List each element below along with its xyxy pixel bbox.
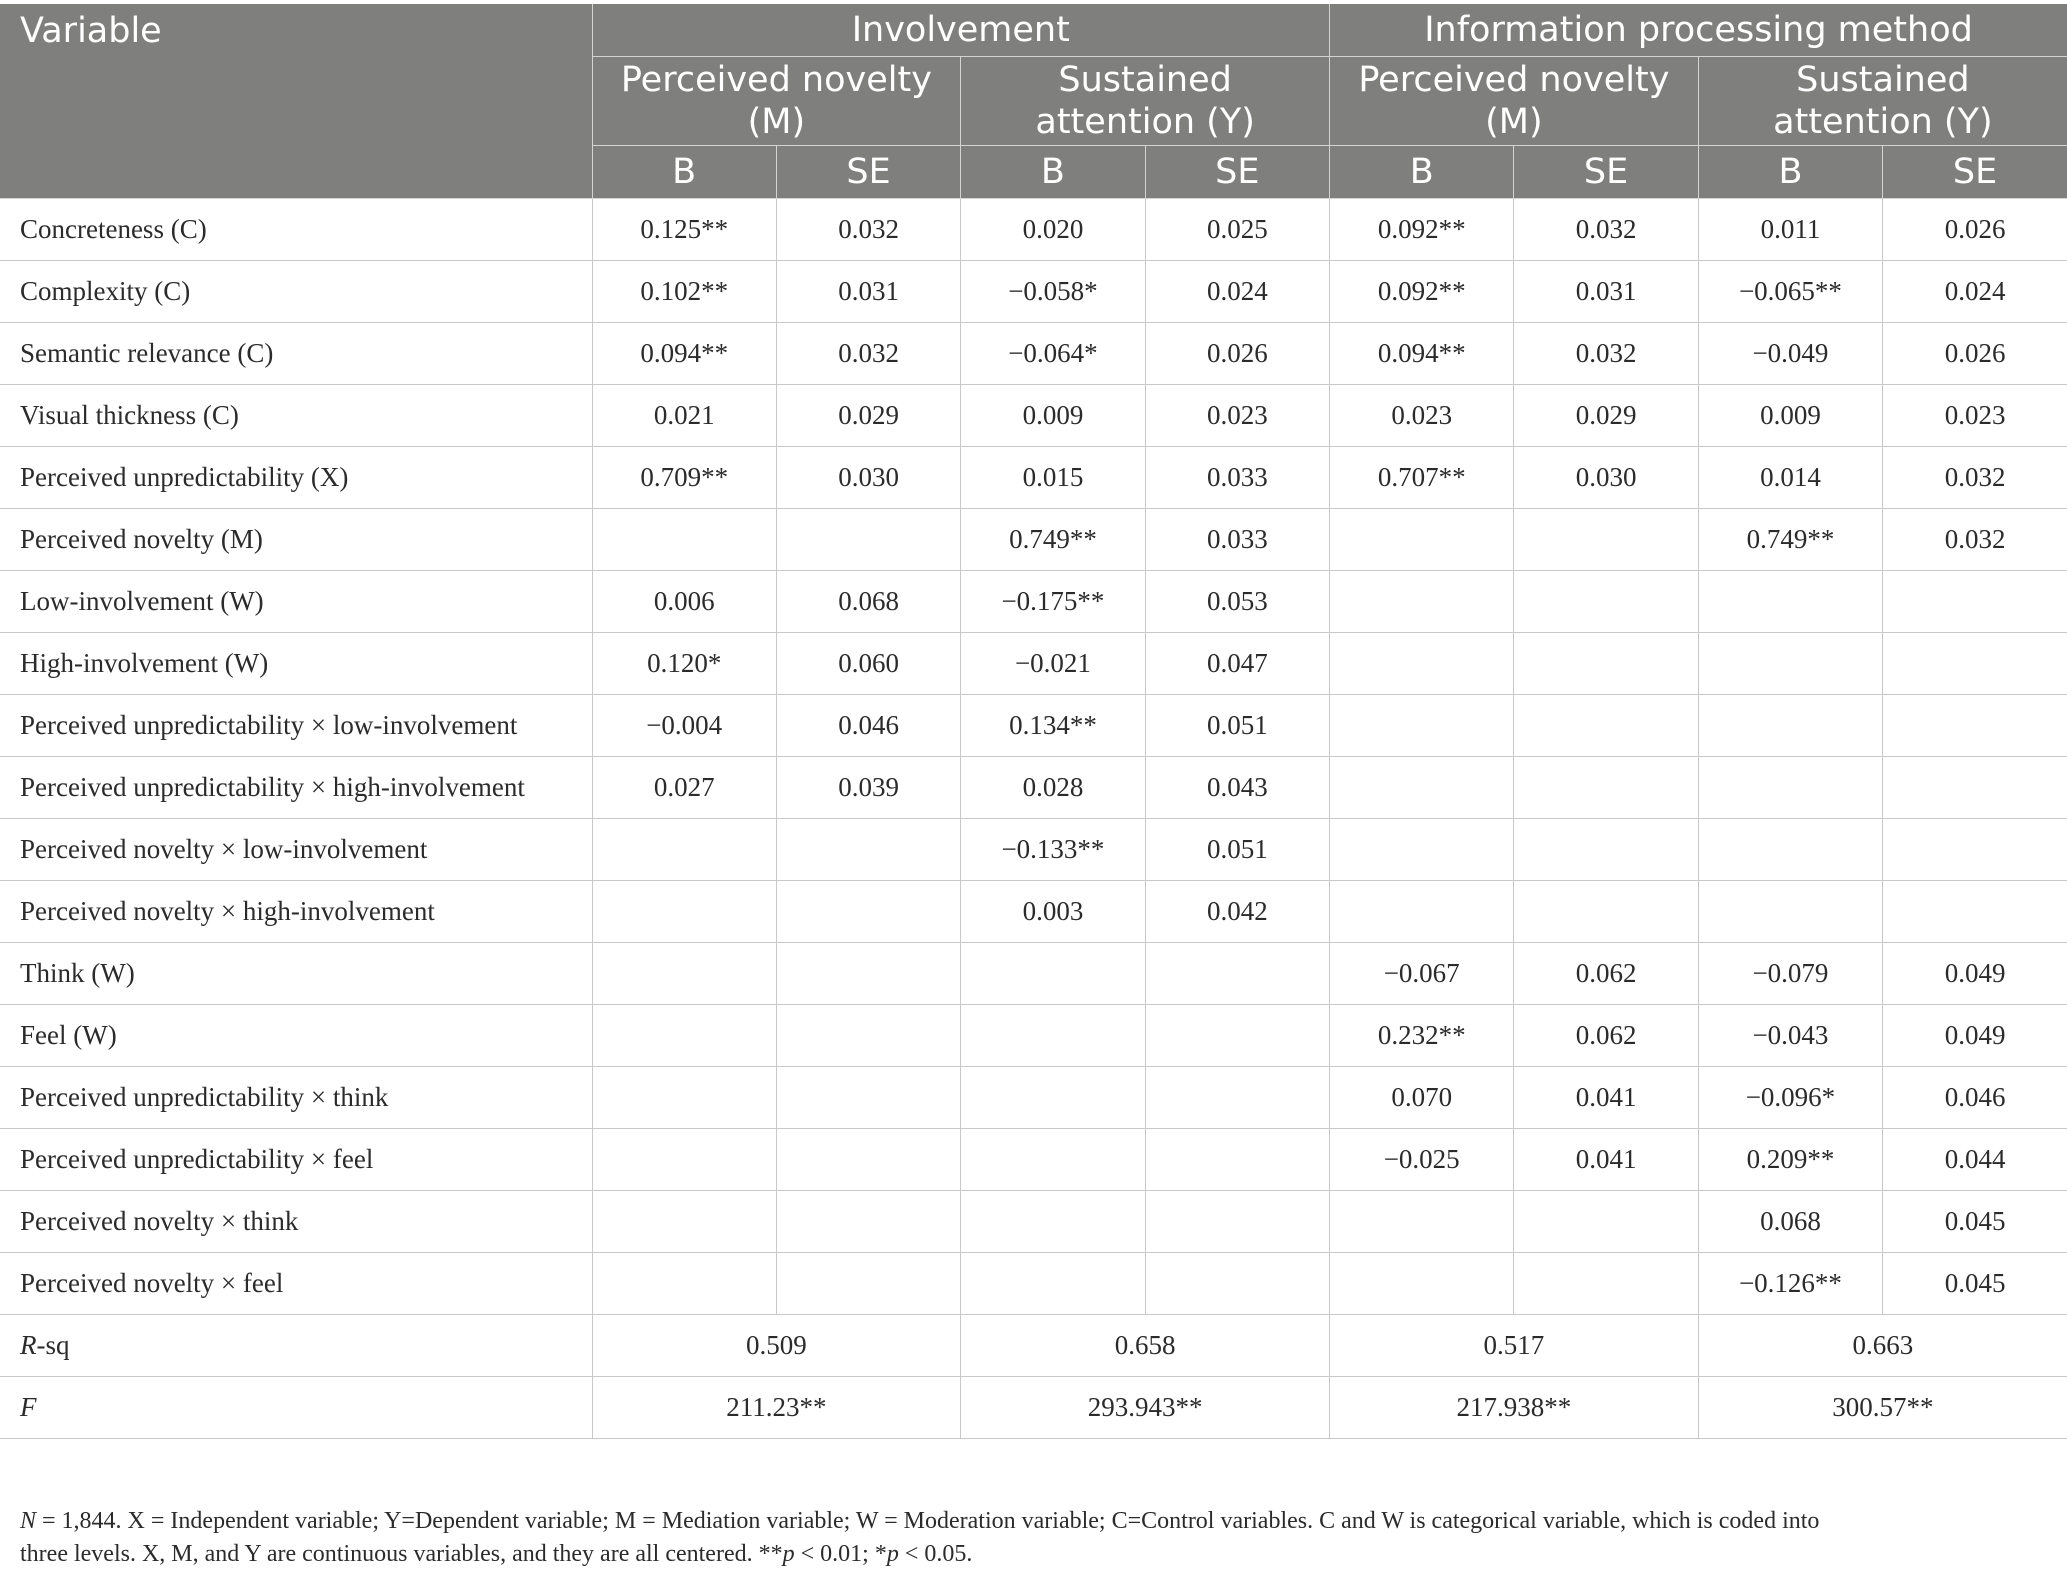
model-fit-value: 0.517 xyxy=(1330,1315,1699,1377)
table-cell: 0.094** xyxy=(592,323,776,385)
table-cell: −0.004 xyxy=(592,695,776,757)
table-body xyxy=(0,199,2067,1439)
table-row xyxy=(0,1005,2067,1067)
table-cell xyxy=(1330,1253,1514,1315)
table-cell: −0.025 xyxy=(1330,1129,1514,1191)
table-cell: 0.092** xyxy=(1330,261,1514,323)
table-cell: 0.026 xyxy=(1883,199,2067,261)
table-cell xyxy=(776,1253,960,1315)
table-cell xyxy=(1514,757,1698,819)
table-cell: 0.033 xyxy=(1145,447,1329,509)
table-cell: 0.029 xyxy=(776,385,960,447)
table-row xyxy=(0,1253,2067,1315)
table-cell xyxy=(592,1129,776,1191)
table-cell: 0.120* xyxy=(592,633,776,695)
table-cell xyxy=(1883,633,2067,695)
table-cell: 0.026 xyxy=(1883,323,2067,385)
table-cell: 0.025 xyxy=(1145,199,1329,261)
table-cell xyxy=(1883,695,2067,757)
table-cell xyxy=(1145,1253,1329,1315)
stat-col-header: B xyxy=(1698,146,1882,199)
table-cell: −0.049 xyxy=(1698,323,1882,385)
table-cell: 0.102** xyxy=(592,261,776,323)
table-cell: −0.126** xyxy=(1698,1253,1882,1315)
table-cell xyxy=(1330,819,1514,881)
table-row xyxy=(0,819,2067,881)
table-cell xyxy=(1514,571,1698,633)
table-cell: 0.042 xyxy=(1145,881,1329,943)
row-label: Perceived novelty × think xyxy=(0,1191,592,1253)
table-cell xyxy=(776,1067,960,1129)
table-cell: 0.068 xyxy=(1698,1191,1882,1253)
table-cell xyxy=(1514,695,1698,757)
stat-col-header: SE xyxy=(776,146,960,199)
table-cell: 0.041 xyxy=(1514,1067,1698,1129)
table-cell: 0.051 xyxy=(1145,695,1329,757)
table-row xyxy=(0,1129,2067,1191)
table-cell: −0.021 xyxy=(961,633,1145,695)
row-label: F xyxy=(0,1377,592,1439)
model-fit-value: 300.57** xyxy=(1698,1377,2067,1439)
table-cell xyxy=(776,509,960,571)
table-cell xyxy=(1145,1067,1329,1129)
table-cell: 0.032 xyxy=(776,323,960,385)
table-cell: 0.062 xyxy=(1514,943,1698,1005)
table-cell xyxy=(1883,757,2067,819)
row-label: Perceived unpredictability × feel xyxy=(0,1129,592,1191)
table-cell: 0.707** xyxy=(1330,447,1514,509)
table-row xyxy=(0,881,2067,943)
table-cell: 0.046 xyxy=(1883,1067,2067,1129)
stat-col-header: SE xyxy=(1514,146,1698,199)
table-cell: 0.060 xyxy=(776,633,960,695)
table-cell xyxy=(1883,881,2067,943)
table-cell: 0.032 xyxy=(1514,323,1698,385)
table-cell xyxy=(776,1191,960,1253)
model-fit-value: 211.23** xyxy=(592,1377,961,1439)
table-cell xyxy=(592,509,776,571)
row-label: Perceived novelty × feel xyxy=(0,1253,592,1315)
table-cell: 0.046 xyxy=(776,695,960,757)
table-row xyxy=(0,757,2067,819)
table-cell xyxy=(1330,633,1514,695)
row-label: Perceived novelty (M) xyxy=(0,509,592,571)
table-cell xyxy=(1330,757,1514,819)
table-cell: −0.096* xyxy=(1698,1067,1882,1129)
table-cell: 0.051 xyxy=(1145,819,1329,881)
stat-col-header: SE xyxy=(1883,146,2067,199)
table-cell: −0.133** xyxy=(961,819,1145,881)
table-cell: 0.031 xyxy=(1514,261,1698,323)
table-row xyxy=(0,509,2067,571)
table-cell: 0.134** xyxy=(961,695,1145,757)
table-cell: 0.092** xyxy=(1330,199,1514,261)
table-cell: 0.070 xyxy=(1330,1067,1514,1129)
group-header-involvement: Involvement xyxy=(592,4,1330,57)
row-label: Perceived unpredictability × low-involvement xyxy=(0,695,592,757)
table-cell xyxy=(592,943,776,1005)
table-cell xyxy=(961,1129,1145,1191)
table-cell: 0.232** xyxy=(1330,1005,1514,1067)
row-label: Perceived unpredictability × high-involvement xyxy=(0,757,592,819)
table-cell: 0.023 xyxy=(1145,385,1329,447)
table-cell: 0.014 xyxy=(1698,447,1882,509)
table-cell: 0.015 xyxy=(961,447,1145,509)
table-cell xyxy=(1698,819,1882,881)
table-cell xyxy=(776,1005,960,1067)
row-label: R-sq xyxy=(0,1315,592,1377)
table-cell xyxy=(1698,695,1882,757)
subgroup-header: Sustained attention (Y) xyxy=(961,57,1330,146)
table-cell xyxy=(1883,571,2067,633)
table-cell: 0.029 xyxy=(1514,385,1698,447)
table-row xyxy=(0,199,2067,261)
row-label: Think (W) xyxy=(0,943,592,1005)
row-label: Visual thickness (C) xyxy=(0,385,592,447)
table-row xyxy=(0,261,2067,323)
table-cell: 0.749** xyxy=(961,509,1145,571)
table-cell: 0.023 xyxy=(1330,385,1514,447)
table-cell: −0.065** xyxy=(1698,261,1882,323)
table-cell xyxy=(592,819,776,881)
table-cell: −0.064* xyxy=(961,323,1145,385)
row-label: Complexity (C) xyxy=(0,261,592,323)
table-cell xyxy=(1330,1191,1514,1253)
table-cell: 0.009 xyxy=(1698,385,1882,447)
table-cell: 0.041 xyxy=(1514,1129,1698,1191)
table-cell xyxy=(1330,509,1514,571)
model-fit-value: 0.509 xyxy=(592,1315,961,1377)
table-cell: 0.053 xyxy=(1145,571,1329,633)
table-row xyxy=(0,633,2067,695)
table-cell: 0.023 xyxy=(1883,385,2067,447)
table-cell: 0.028 xyxy=(961,757,1145,819)
table-cell xyxy=(1330,571,1514,633)
table-cell xyxy=(776,881,960,943)
row-label: High-involvement (W) xyxy=(0,633,592,695)
table-cell xyxy=(1145,1191,1329,1253)
stat-col-header: SE xyxy=(1145,146,1329,199)
table-cell: 0.709** xyxy=(592,447,776,509)
stat-col-header: B xyxy=(1330,146,1514,199)
model-fit-row xyxy=(0,1315,2067,1377)
table-row xyxy=(0,1191,2067,1253)
table-cell: 0.021 xyxy=(592,385,776,447)
table-cell xyxy=(961,1253,1145,1315)
table-cell: 0.047 xyxy=(1145,633,1329,695)
table-row xyxy=(0,385,2067,447)
row-label: Low-involvement (W) xyxy=(0,571,592,633)
row-label: Perceived unpredictability (X) xyxy=(0,447,592,509)
table-cell: −0.043 xyxy=(1698,1005,1882,1067)
table-cell xyxy=(592,1005,776,1067)
table-header xyxy=(0,4,2067,199)
table-row xyxy=(0,447,2067,509)
table-cell xyxy=(776,943,960,1005)
table-cell xyxy=(776,1129,960,1191)
table-cell xyxy=(1883,819,2067,881)
table-cell xyxy=(1330,695,1514,757)
table-row xyxy=(0,695,2067,757)
table-cell: 0.009 xyxy=(961,385,1145,447)
row-label: Semantic relevance (C) xyxy=(0,323,592,385)
stat-col-header: B xyxy=(961,146,1145,199)
regression-table xyxy=(0,4,2067,1439)
table-cell: 0.032 xyxy=(1883,509,2067,571)
table-cell xyxy=(592,1067,776,1129)
model-fit-value: 217.938** xyxy=(1330,1377,1699,1439)
table-cell: 0.032 xyxy=(1514,199,1698,261)
table-cell xyxy=(1698,881,1882,943)
table-cell: 0.026 xyxy=(1145,323,1329,385)
table-cell: 0.011 xyxy=(1698,199,1882,261)
table-cell: 0.209** xyxy=(1698,1129,1882,1191)
table-cell: 0.045 xyxy=(1883,1191,2067,1253)
model-fit-row xyxy=(0,1377,2067,1439)
table-cell xyxy=(776,819,960,881)
table-cell xyxy=(1514,819,1698,881)
table-cell: 0.068 xyxy=(776,571,960,633)
table-cell xyxy=(592,1191,776,1253)
table-cell: 0.062 xyxy=(1514,1005,1698,1067)
table-cell: 0.094** xyxy=(1330,323,1514,385)
table-cell: 0.030 xyxy=(776,447,960,509)
table-row xyxy=(0,323,2067,385)
table-cell: −0.058* xyxy=(961,261,1145,323)
table-cell xyxy=(1145,943,1329,1005)
table-cell xyxy=(1145,1005,1329,1067)
table-cell: 0.032 xyxy=(1883,447,2067,509)
table-cell xyxy=(592,881,776,943)
row-label: Feel (W) xyxy=(0,1005,592,1067)
table-cell: 0.027 xyxy=(592,757,776,819)
table-cell xyxy=(961,943,1145,1005)
table-cell: 0.049 xyxy=(1883,943,2067,1005)
table-cell: 0.049 xyxy=(1883,1005,2067,1067)
subgroup-header: Perceived novelty (M) xyxy=(1330,57,1699,146)
table-cell xyxy=(1514,1191,1698,1253)
table-cell xyxy=(592,1253,776,1315)
model-fit-value: 0.663 xyxy=(1698,1315,2067,1377)
table-row xyxy=(0,1067,2067,1129)
table-cell xyxy=(1514,881,1698,943)
table-cell: 0.045 xyxy=(1883,1253,2067,1315)
table-cell xyxy=(1698,633,1882,695)
table-cell xyxy=(1514,509,1698,571)
table-cell: 0.006 xyxy=(592,571,776,633)
table-cell: 0.033 xyxy=(1145,509,1329,571)
table-cell: 0.003 xyxy=(961,881,1145,943)
variable-header: Variable xyxy=(0,4,592,199)
table-cell xyxy=(1145,1129,1329,1191)
table-row xyxy=(0,943,2067,1005)
table-cell: 0.039 xyxy=(776,757,960,819)
subgroup-header: Sustained attention (Y) xyxy=(1698,57,2067,146)
row-label: Perceived novelty × low-involvement xyxy=(0,819,592,881)
table-cell xyxy=(1698,571,1882,633)
model-fit-value: 0.658 xyxy=(961,1315,1330,1377)
row-label: Perceived unpredictability × think xyxy=(0,1067,592,1129)
table-footnote: N = 1,844. X = Independent variable; Y=Dependent variable; M = Mediation variable; W = Moderation variable; C=Control variables. C and W is categorical variable, which is coded into three levels. X, M, and Y are continuous variables, and they are all centered. **p < 0.01; *p < 0.05. xyxy=(20,1508,1820,1567)
table-cell xyxy=(1514,1253,1698,1315)
row-label: Concreteness (C) xyxy=(0,199,592,261)
table-cell xyxy=(1514,633,1698,695)
subgroup-header: Perceived novelty (M) xyxy=(592,57,961,146)
table-cell: 0.043 xyxy=(1145,757,1329,819)
group-header-information-processing: Information processing method xyxy=(1330,4,2067,57)
table-cell: 0.031 xyxy=(776,261,960,323)
table-cell xyxy=(961,1191,1145,1253)
table-cell xyxy=(961,1067,1145,1129)
table-cell: 0.024 xyxy=(1145,261,1329,323)
table-cell: 0.024 xyxy=(1883,261,2067,323)
table-cell: −0.079 xyxy=(1698,943,1882,1005)
model-fit-value: 293.943** xyxy=(961,1377,1330,1439)
table-cell: −0.067 xyxy=(1330,943,1514,1005)
table-cell: 0.030 xyxy=(1514,447,1698,509)
table-cell: 0.749** xyxy=(1698,509,1882,571)
stat-col-header: B xyxy=(592,146,776,199)
table-cell: 0.125** xyxy=(592,199,776,261)
table-cell xyxy=(1698,757,1882,819)
row-label: Perceived novelty × high-involvement xyxy=(0,881,592,943)
table-cell xyxy=(1330,881,1514,943)
table-cell xyxy=(961,1005,1145,1067)
table-cell: −0.175** xyxy=(961,571,1145,633)
table-cell: 0.044 xyxy=(1883,1129,2067,1191)
table-cell: 0.032 xyxy=(776,199,960,261)
table-cell: 0.020 xyxy=(961,199,1145,261)
table-row xyxy=(0,571,2067,633)
